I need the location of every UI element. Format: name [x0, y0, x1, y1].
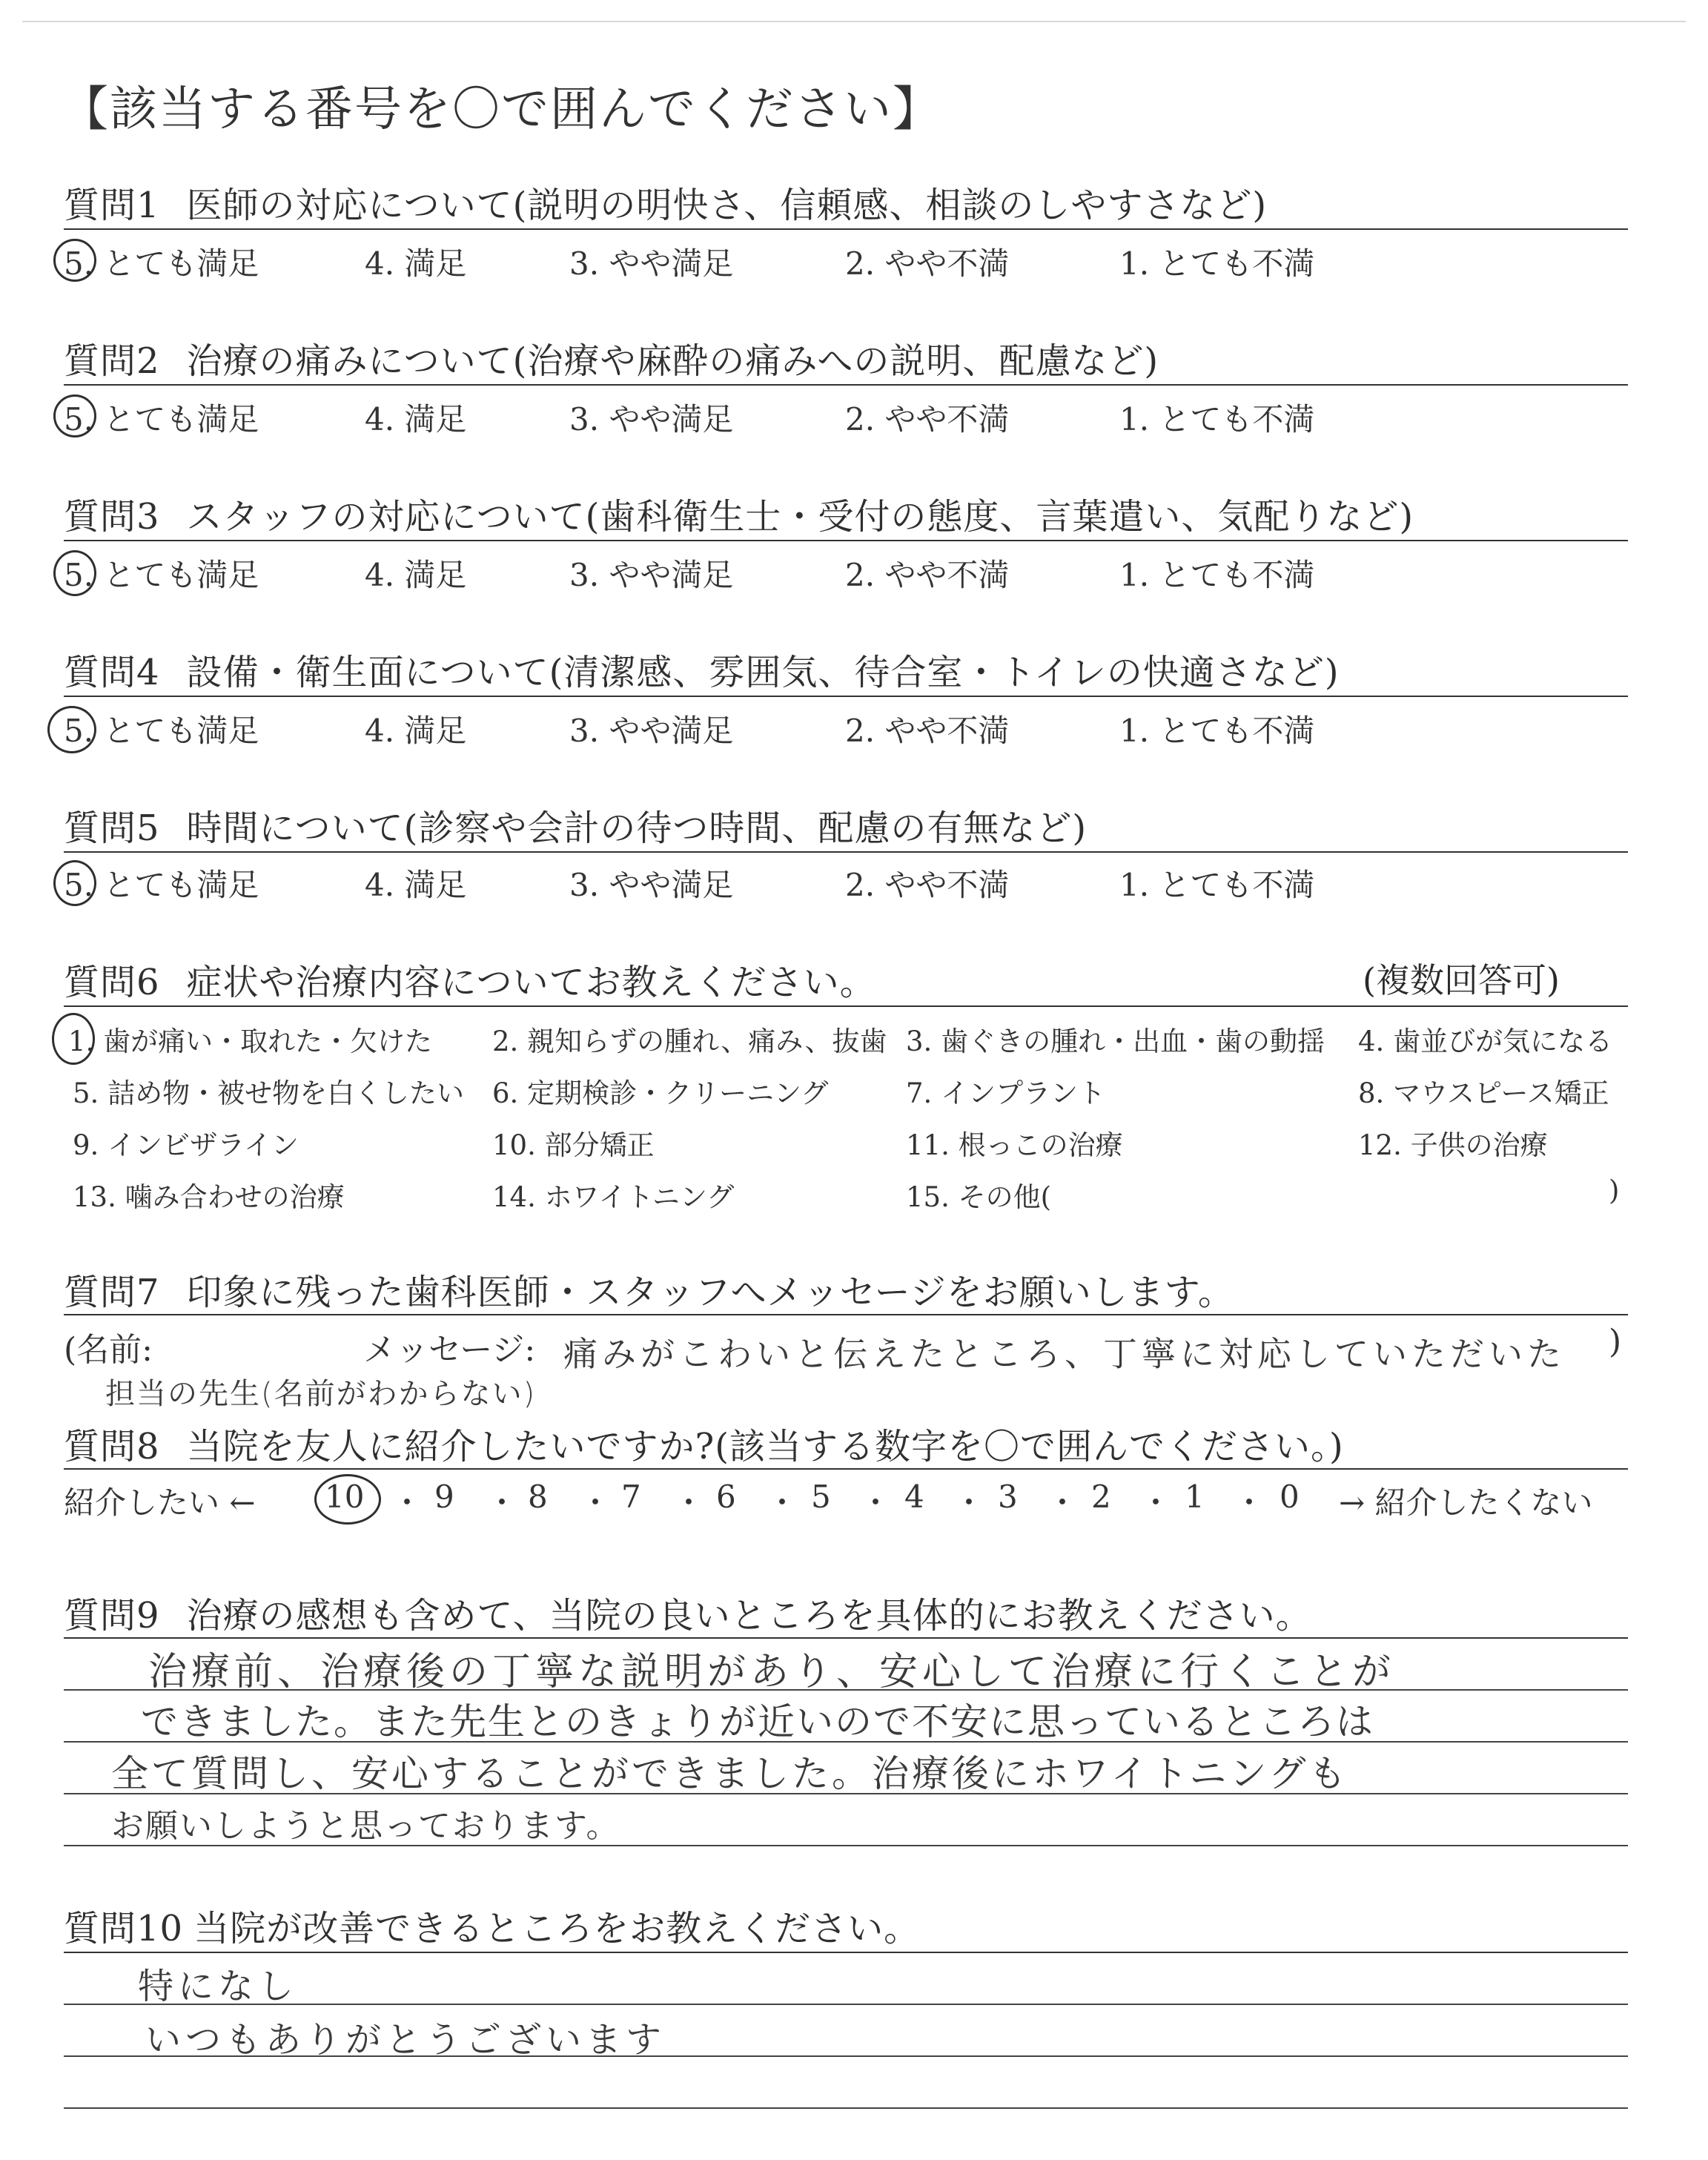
q6-item-13[interactable]: 13. 噛み合わせの治療: [73, 1181, 345, 1213]
question-2-number: 質問2: [64, 340, 160, 382]
q2-option-5[interactable]: 5. とても満足: [64, 401, 259, 437]
question-10-number: 質問10: [64, 1908, 184, 1949]
q3-option-3[interactable]: 3. やや満足: [569, 557, 734, 593]
q8-separator: ・: [391, 1484, 423, 1521]
q10-answer-line-4: [64, 2107, 1628, 2109]
question-10: [64, 1900, 920, 1951]
question-6: [64, 954, 876, 1005]
q5-option-1[interactable]: 1. とても不満: [1119, 867, 1315, 903]
q6-item-15[interactable]: 15. その他(: [906, 1181, 1052, 1213]
q8-score-6[interactable]: 6: [716, 1479, 736, 1515]
question-5-rule: [64, 851, 1628, 853]
question-4-number: 質問4: [64, 652, 160, 693]
question-5-text: 時間について(診察や会計の待つ時間、配慮の有無など): [186, 807, 1088, 849]
q6-item-4[interactable]: 4. 歯並びが気になる: [1358, 1025, 1613, 1057]
question-4-text: 設備・衛生面について(清潔感、雰囲気、待合室・トイレの快適さなど): [186, 652, 1340, 693]
q6-item-8[interactable]: 8. マウスピース矯正: [1358, 1077, 1609, 1109]
q8-separator: ・: [1140, 1484, 1172, 1521]
question-7: [64, 1264, 1234, 1315]
q6-item-5[interactable]: 5. 詰め物・被せ物を白くしたい: [73, 1077, 465, 1109]
question-3: [64, 488, 1414, 539]
q8-score-1[interactable]: 1: [1185, 1479, 1205, 1515]
q8-separator: ・: [1234, 1484, 1265, 1521]
q7-message-label: メッセージ:: [363, 1331, 536, 1369]
q6-item-3[interactable]: 3. 歯ぐきの腫れ・出血・歯の動揺: [906, 1025, 1325, 1057]
question-1-number: 質問1: [64, 185, 160, 226]
question-2-text: 治療の痛みについて(治療や麻酔の痛みへの説明、配慮など): [186, 340, 1159, 382]
q7-close-paren: ): [1609, 1323, 1622, 1361]
q8-score-3[interactable]: 3: [998, 1479, 1018, 1515]
q8-score-10[interactable]: 10: [325, 1479, 365, 1515]
q6-item-15-close: ): [1609, 1175, 1620, 1206]
q10-answer-text-1: 特になし: [138, 1966, 299, 2007]
q8-right-label: → 紹介したくない: [1339, 1484, 1593, 1521]
q8-selection-circle: [314, 1474, 381, 1525]
q8-score-9[interactable]: 9: [434, 1479, 454, 1515]
q3-option-5[interactable]: 5. とても満足: [64, 557, 259, 593]
q1-option-1[interactable]: 1. とても不満: [1119, 245, 1315, 282]
q9-answer-text-2: できました。また先生とのきょりが近いので不安に思っているところは: [141, 1700, 1374, 1743]
q1-option-3[interactable]: 3. やや満足: [569, 245, 734, 282]
question-8: [64, 1418, 1344, 1469]
question-7-number: 質問7: [64, 1272, 160, 1313]
q7-handwritten-message: 痛みがこわいと伝えたところ、丁寧に対応していただいた: [563, 1334, 1566, 1374]
question-2-rule: [64, 384, 1628, 386]
question-10-text: 当院が改善できるところをお教えください。: [193, 1908, 921, 1949]
question-6-text: 症状や治療内容についてお教えください。: [186, 962, 876, 1003]
q8-score-4[interactable]: 4: [904, 1479, 924, 1515]
question-1-rule: [64, 228, 1628, 230]
q5-option-3[interactable]: 3. やや満足: [569, 867, 734, 903]
question-7-text: 印象に残った歯科医師・スタッフへメッセージをお願いします。: [186, 1272, 1234, 1313]
q8-score-8[interactable]: 8: [528, 1479, 548, 1515]
q6-item-6[interactable]: 6. 定期検診・クリーニング: [492, 1077, 829, 1109]
q2-option-2[interactable]: 2. やや不満: [845, 401, 1010, 437]
q4-option-1[interactable]: 1. とても不満: [1119, 713, 1315, 749]
q1-option-2[interactable]: 2. やや不満: [845, 245, 1010, 282]
question-6-multiple-note: (複数回答可): [1363, 960, 1560, 1000]
q6-item-14[interactable]: 14. ホワイトニング: [492, 1181, 735, 1213]
q5-selection-circle: [53, 860, 96, 906]
question-1: [64, 176, 1267, 228]
q2-option-3[interactable]: 3. やや満足: [569, 401, 734, 437]
question-8-text: 当院を友人に紹介したいですか?(該当する数字を〇で囲んでください。): [186, 1426, 1344, 1467]
question-3-number: 質問3: [64, 496, 160, 538]
q8-separator: ・: [486, 1484, 518, 1521]
q4-option-2[interactable]: 2. やや不満: [845, 713, 1010, 749]
question-9-text: 治療の感想も含めて、当院の良いところを具体的にお教えください。: [186, 1595, 1312, 1636]
q5-option-2[interactable]: 2. やや不満: [845, 867, 1010, 903]
q6-item-7[interactable]: 7. インプラント: [906, 1077, 1106, 1109]
q8-separator: ・: [580, 1484, 612, 1521]
q6-item-2[interactable]: 2. 親知らずの腫れ、痛み、抜歯: [492, 1025, 887, 1057]
question-6-number: 質問6: [64, 962, 160, 1003]
q3-option-1[interactable]: 1. とても不満: [1119, 557, 1315, 593]
question-9-number: 質問9: [64, 1595, 160, 1636]
q6-item-9[interactable]: 9. インビザライン: [73, 1129, 299, 1161]
q8-separator: ・: [860, 1484, 892, 1521]
question-1-text: 医師の対応について(説明の明快さ、信頼感、相談のしやすさなど): [186, 185, 1268, 226]
q4-selection-circle: [47, 706, 96, 753]
question-8-rule: [64, 1468, 1628, 1470]
top-divider: [22, 21, 1686, 22]
question-3-rule: [64, 540, 1628, 541]
q5-option-4[interactable]: 4. 満足: [365, 867, 467, 903]
q2-option-1[interactable]: 1. とても不満: [1119, 401, 1315, 437]
q6-item-1[interactable]: 1. 歯が痛い・取れた・欠けた: [68, 1025, 433, 1057]
q1-option-4[interactable]: 4. 満足: [365, 245, 467, 282]
q6-item-11[interactable]: 11. 根っこの治療: [906, 1129, 1123, 1161]
q3-selection-circle: [53, 550, 96, 596]
q6-selection-circle: [52, 1013, 95, 1065]
question-9: [64, 1587, 1312, 1638]
q9-answer-text-1: 治療前、治療後の丁寧な説明があり、安心して治療に行くことが: [148, 1650, 1396, 1694]
q10-answer-line-1: [64, 1952, 1628, 1953]
question-4: [64, 644, 1340, 695]
question-5: [64, 799, 1087, 851]
q4-option-3[interactable]: 3. やや満足: [569, 713, 734, 749]
q2-option-4[interactable]: 4. 満足: [365, 401, 467, 437]
q8-score-2[interactable]: 2: [1091, 1479, 1111, 1515]
form-title: 【該当する番号を〇で囲んでください】: [61, 82, 941, 137]
q8-score-7[interactable]: 7: [621, 1479, 641, 1515]
question-3-text: スタッフの対応について(歯科衛生士・受付の態度、言葉遣い、気配りなど): [186, 496, 1414, 538]
q1-option-5[interactable]: 5. とても満足: [64, 245, 259, 282]
q8-separator: ・: [953, 1484, 985, 1521]
question-2: [64, 332, 1159, 383]
q6-item-12[interactable]: 12. 子供の治療: [1358, 1129, 1548, 1161]
question-6-rule: [64, 1005, 1628, 1007]
question-7-rule: [64, 1314, 1628, 1315]
q4-option-5[interactable]: 5. とても満足: [64, 713, 259, 749]
question-5-number: 質問5: [64, 807, 160, 849]
q8-score-5[interactable]: 5: [811, 1479, 831, 1515]
question-4-rule: [64, 696, 1628, 697]
q10-answer-text-2: いつもありがとうございます: [145, 2019, 666, 2061]
q6-item-10[interactable]: 10. 部分矯正: [492, 1129, 655, 1161]
q9-answer-line-1: [64, 1637, 1628, 1639]
q5-option-5[interactable]: 5. とても満足: [64, 867, 259, 903]
q7-handwritten-name: 担当の先生(名前がわからない): [105, 1377, 537, 1411]
q3-option-2[interactable]: 2. やや不満: [845, 557, 1010, 593]
question-8-number: 質問8: [64, 1426, 160, 1467]
q1-selection-circle: [53, 239, 96, 282]
q2-selection-circle: [53, 394, 96, 437]
q4-option-4[interactable]: 4. 満足: [365, 713, 467, 749]
q8-score-0[interactable]: 0: [1280, 1479, 1300, 1515]
q8-left-label: 紹介したい ←: [64, 1484, 256, 1521]
q9-answer-text-4: お願いしようと思っております。: [111, 1807, 620, 1845]
q8-separator: ・: [1047, 1484, 1079, 1521]
q3-option-4[interactable]: 4. 満足: [365, 557, 467, 593]
q7-name-label: (名前:: [64, 1331, 153, 1369]
q8-separator: ・: [767, 1484, 798, 1521]
q9-answer-text-3: 全て質問し、安心することができました。治療後にホワイトニングも: [111, 1752, 1349, 1795]
q10-answer-line-2: [64, 2004, 1628, 2005]
q8-separator: ・: [673, 1484, 705, 1521]
